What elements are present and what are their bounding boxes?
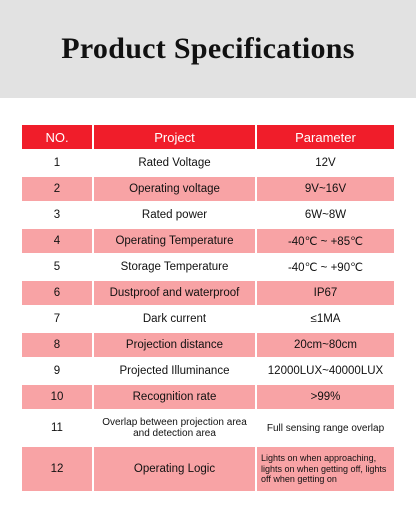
table-row	[22, 307, 394, 331]
row-project: Overlap between projection area and detection area	[94, 411, 255, 445]
row-parameter: -40℃ ~ +85℃	[257, 229, 394, 253]
row-project: Projection distance	[94, 333, 255, 357]
row-no: 11	[22, 411, 92, 445]
row-project: Operating Logic	[94, 447, 255, 491]
table-row	[22, 411, 394, 445]
spec-table	[22, 125, 394, 493]
row-parameter: -40℃ ~ +90℃	[257, 255, 394, 279]
row-parameter: 6W~8W	[257, 203, 394, 227]
row-project: Dark current	[94, 307, 255, 331]
row-parameter: 9V~16V	[257, 177, 394, 201]
row-project: Projected Illuminance	[94, 359, 255, 383]
row-no: 5	[22, 255, 92, 279]
row-no: 10	[22, 385, 92, 409]
row-parameter: 12V	[257, 151, 394, 175]
header-parameter: Parameter	[257, 125, 394, 149]
page-title: Product Specifications	[61, 32, 355, 65]
table-row	[22, 255, 394, 279]
table-row	[22, 203, 394, 227]
row-parameter: Full sensing range overlap	[257, 411, 394, 445]
table-header	[22, 125, 394, 149]
row-no: 4	[22, 229, 92, 253]
row-project: Operating voltage	[94, 177, 255, 201]
table-row	[22, 385, 394, 409]
row-project: Operating Temperature	[94, 229, 255, 253]
table-row	[22, 151, 394, 175]
table-row	[22, 177, 394, 201]
table-row	[22, 281, 394, 305]
row-parameter: >99%	[257, 385, 394, 409]
row-parameter: 12000LUX~40000LUX	[257, 359, 394, 383]
header-project: Project	[94, 125, 255, 149]
row-no: 3	[22, 203, 92, 227]
table-row	[22, 333, 394, 357]
row-parameter: 20cm~80cm	[257, 333, 394, 357]
table-row	[22, 359, 394, 383]
row-project: Recognition rate	[94, 385, 255, 409]
row-project: Dustproof and waterproof	[94, 281, 255, 305]
row-no: 12	[22, 447, 92, 491]
header-no: NO.	[22, 125, 92, 149]
row-parameter: ≤1MA	[257, 307, 394, 331]
row-parameter: Lights on when approaching, lights on when getting off, lights off when getting on	[257, 447, 394, 491]
table-row	[22, 447, 394, 491]
row-parameter: IP67	[257, 281, 394, 305]
row-no: 2	[22, 177, 92, 201]
row-project: Rated power	[94, 203, 255, 227]
row-project: Storage Temperature	[94, 255, 255, 279]
row-no: 6	[22, 281, 92, 305]
table-row	[22, 229, 394, 253]
row-project: Rated Voltage	[94, 151, 255, 175]
row-no: 9	[22, 359, 92, 383]
row-no: 8	[22, 333, 92, 357]
row-no: 7	[22, 307, 92, 331]
row-no: 1	[22, 151, 92, 175]
title-banner	[0, 0, 416, 98]
